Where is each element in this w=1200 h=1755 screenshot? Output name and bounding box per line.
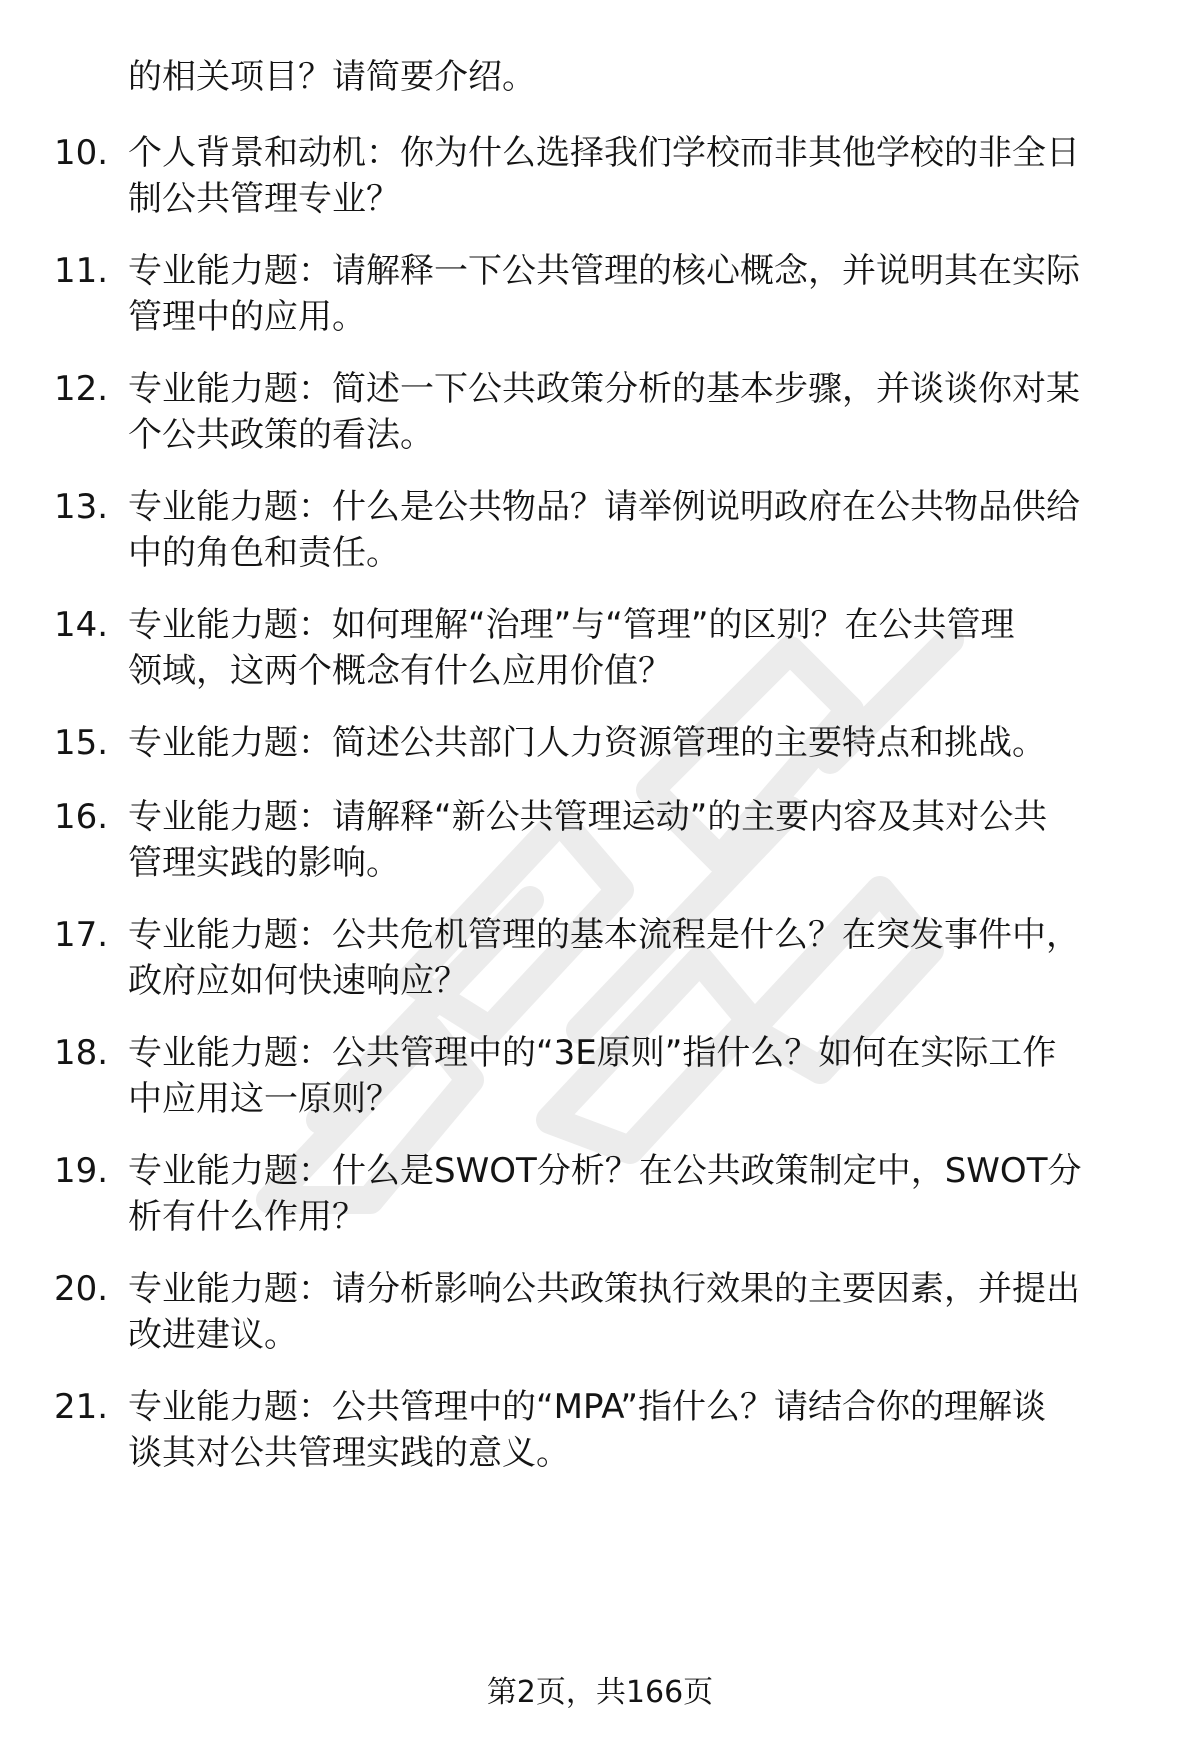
item-text-line1: 专业能力题：简述一下公共政策分析的基本步骤，并谈谈你对某 [128,369,1080,409]
item-text-line1: 专业能力题：简述公共部门人力资源管理的主要特点和挑战。 [128,723,1046,763]
item-number: 11. [54,251,109,291]
item-text-line2: 政府应如何快速响应？ [128,961,468,1001]
item-number: 16. [54,797,109,837]
item-text-line2: 个公共政策的看法。 [128,415,434,455]
item-number: 18. [54,1033,109,1073]
item-number: 19. [54,1151,109,1191]
item-text-line1: 专业能力题：如何理解“治理”与“管理”的区别？在公共管理 [128,605,1015,645]
item-text-line1: 专业能力题：公共管理中的“3E原则”指什么？如何在实际工作 [128,1033,1057,1073]
item-text-line2: 制公共管理专业？ [128,179,400,219]
item-text-line1: 的相关项目？请简要介绍。 [128,57,536,97]
item-text-line2: 析有什么作用？ [128,1197,366,1237]
item-text-line2: 中的角色和责任。 [128,533,400,573]
item-number: 17. [54,915,109,955]
item-number: 21. [54,1387,109,1427]
item-text-line1: 专业能力题：什么是SWOT分析？在公共政策制定中，SWOT分 [128,1151,1082,1191]
item-number: 13. [54,487,109,527]
item-text-line1: 专业能力题：请分析影响公共政策执行效果的主要因素，并提出 [128,1269,1080,1309]
item-text-line2: 管理中的应用。 [128,297,366,337]
item-text-line2: 管理实践的影响。 [128,843,400,883]
item-number: 20. [54,1269,109,1309]
page-number-footer: 第2页，共166页 [486,1675,714,1710]
item-text-line1: 专业能力题：请解释“新公共管理运动”的主要内容及其对公共 [128,797,1048,837]
item-number: 10. [54,133,109,173]
item-number: 14. [54,605,109,645]
item-text-line1: 专业能力题：什么是公共物品？请举例说明政府在公共物品供给 [128,487,1080,527]
item-text-line1: 个人背景和动机：你为什么选择我们学校而非其他学校的非全日 [128,133,1080,173]
item-number: 15. [54,723,109,763]
item-text-line1: 专业能力题：公共危机管理的基本流程是什么？在突发事件中， [128,915,1080,955]
item-text-line2: 领域，这两个概念有什么应用价值？ [128,651,672,691]
item-text-line2: 谈其对公共管理实践的意义。 [128,1433,570,1473]
item-text-line2: 中应用这一原则？ [128,1079,400,1119]
item-number: 12. [54,369,109,409]
item-text-line1: 专业能力题：请解释一下公共管理的核心概念，并说明其在实际 [128,251,1080,291]
item-text-line2: 改进建议。 [128,1315,298,1355]
item-text-line1: 专业能力题：公共管理中的“MPA”指什么？请结合你的理解谈 [128,1387,1046,1427]
